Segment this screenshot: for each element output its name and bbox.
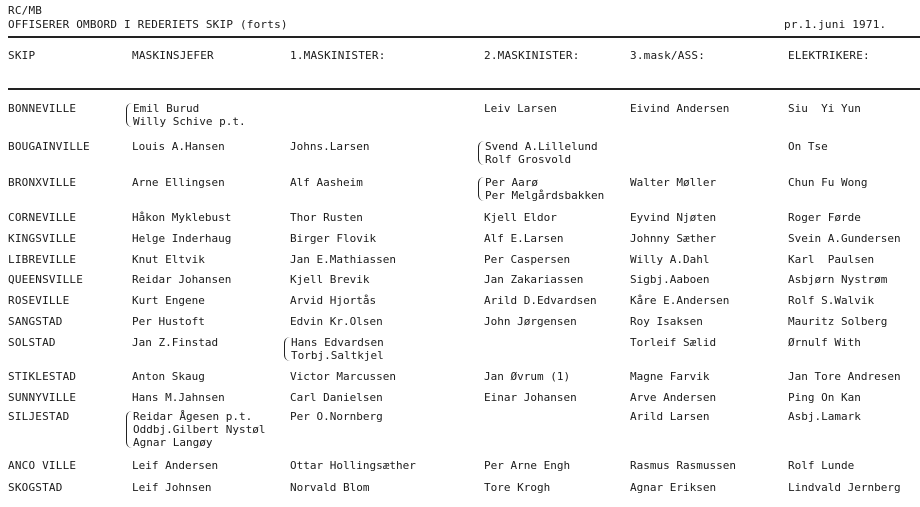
third-name: Walter Møller (630, 176, 717, 189)
elec-name: Rolf S.Walvik (788, 294, 875, 307)
second-name: Kjell Eldor (484, 211, 557, 224)
elec-name: Rolf Lunde (788, 459, 855, 472)
second-name: Per Aarø (485, 176, 538, 189)
first-name: Ottar Hollingsæther (290, 459, 416, 472)
first-name: Jan E.Mathiassen (290, 253, 396, 266)
chief-name: Jan Z.Finstad (132, 336, 219, 349)
top-rule (8, 36, 920, 38)
chief-name: Anton Skaug (132, 370, 205, 383)
brace-mark (126, 411, 132, 448)
elec-name: Jan Tore Andresen (788, 370, 901, 383)
third-name: Kåre E.Andersen (630, 294, 730, 307)
third-name: Johnny Sæther (630, 232, 717, 245)
third-name: Arild Larsen (630, 410, 710, 423)
chief-name: Willy Schive p.t. (133, 115, 246, 128)
elec-name: Mauritz Solberg (788, 315, 888, 328)
third-name: Roy Isaksen (630, 315, 703, 328)
third-name: Magne Farvik (630, 370, 710, 383)
ship-name: SILJESTAD (8, 410, 70, 423)
third-name: Sigbj.Aaboen (630, 273, 710, 286)
ship-name: KINGSVILLE (8, 232, 77, 245)
chief-name: Arne Ellingsen (132, 176, 225, 189)
chief-name: Per Hustoft (132, 315, 205, 328)
ship-name: SKOGSTAD (8, 481, 63, 494)
second-name: Per Melgårdsbakken (485, 189, 605, 202)
third-name: Willy A.Dahl (630, 253, 710, 266)
column-header-chief-engineers: MASKINSJEFER (132, 49, 214, 62)
chief-name: Agnar Langøy (133, 436, 213, 449)
second-name: Rolf Grosvold (485, 153, 572, 166)
ship-name: SANGSTAD (8, 315, 63, 328)
ship-name: BOUGAINVILLE (8, 140, 90, 153)
brace-mark (284, 337, 290, 361)
second-name: Tore Krogh (484, 481, 551, 494)
first-name: Norvald Blom (290, 481, 370, 494)
third-name: Arve Andersen (630, 391, 717, 404)
elec-name: Lindvald Jernberg (788, 481, 901, 494)
second-name: John Jørgensen (484, 315, 577, 328)
second-name: Jan Zakariassen (484, 273, 584, 286)
ship-name: ROSEVILLE (8, 294, 70, 307)
chief-name: Oddbj.Gilbert Nystøl (133, 423, 266, 436)
column-header-ship: SKIP (8, 49, 36, 62)
brace-mark (478, 141, 484, 165)
chief-name: Leif Johnsen (132, 481, 212, 494)
second-name: Per Caspersen (484, 253, 571, 266)
chief-name: Reidar Johansen (132, 273, 232, 286)
ship-name: BONNEVILLE (8, 102, 77, 115)
first-name: Birger Flovik (290, 232, 377, 245)
first-name: Edvin Kr.Olsen (290, 315, 383, 328)
elec-name: On Tse (788, 140, 828, 153)
third-name: Eyvind Njøten (630, 211, 717, 224)
chief-name: Hans M.Jahnsen (132, 391, 225, 404)
chief-name: Helge Inderhaug (132, 232, 232, 245)
brace-mark (126, 103, 132, 127)
document-title: OFFISERER OMBORD I REDERIETS SKIP (forts) (8, 18, 288, 31)
chief-name: Reidar Ågesen p.t. (133, 410, 253, 423)
chief-name: Louis A.Hansen (132, 140, 225, 153)
first-name: Torbj.Saltkjel (291, 349, 384, 362)
document-reference: RC/MB (8, 4, 43, 17)
brace-mark (478, 177, 484, 201)
ship-name: BRONXVILLE (8, 176, 77, 189)
document-date: pr.1.juni 1971. (784, 18, 887, 31)
chief-name: Emil Burud (133, 102, 200, 115)
chief-name: Knut Eltvik (132, 253, 205, 266)
ship-name: ANCO VILLE (8, 459, 77, 472)
elec-name: Asbj.Lamark (788, 410, 861, 423)
third-name: Agnar Eriksen (630, 481, 717, 494)
elec-name: Asbjørn Nystrøm (788, 273, 888, 286)
ship-name: STIKLESTAD (8, 370, 77, 383)
first-name: Thor Rusten (290, 211, 363, 224)
third-name: Eivind Andersen (630, 102, 730, 115)
first-name: Hans Edvardsen (291, 336, 384, 349)
second-name: Leiv Larsen (484, 102, 557, 115)
second-name: Alf E.Larsen (484, 232, 564, 245)
third-name: Rasmus Rasmussen (630, 459, 736, 472)
column-header-first-engineers: 1.MASKINISTER: (290, 49, 386, 62)
column-header-electricians: ELEKTRIKERE: (788, 49, 870, 62)
elec-name: Ping On Kan (788, 391, 861, 404)
column-header-second-engineers: 2.MASKINISTER: (484, 49, 580, 62)
first-name: Per O.Nornberg (290, 410, 383, 423)
second-name: Jan Øvrum (1) (484, 370, 571, 383)
ship-name: LIBREVILLE (8, 253, 77, 266)
second-name: Svend A.Lillelund (485, 140, 598, 153)
elec-name: Svein A.Gundersen (788, 232, 901, 245)
first-name: Victor Marcussen (290, 370, 396, 383)
first-name: Carl Danielsen (290, 391, 383, 404)
chief-name: Håkon Myklebust (132, 211, 232, 224)
first-name: Arvid Hjortås (290, 294, 377, 307)
elec-name: Roger Førde (788, 211, 861, 224)
chief-name: Leif Andersen (132, 459, 219, 472)
second-name: Per Arne Engh (484, 459, 571, 472)
second-name: Arild D.Edvardsen (484, 294, 597, 307)
header-rule (8, 88, 920, 90)
first-name: Kjell Brevik (290, 273, 370, 286)
first-name: Alf Aasheim (290, 176, 363, 189)
second-name: Einar Johansen (484, 391, 577, 404)
column-header-third-engineers: 3.mask/ASS: (630, 49, 706, 62)
ship-name: SUNNYVILLE (8, 391, 77, 404)
third-name: Torleif Sælid (630, 336, 717, 349)
elec-name: Siu Yi Yun (788, 102, 861, 115)
ship-name: CORNEVILLE (8, 211, 77, 224)
first-name: Johns.Larsen (290, 140, 370, 153)
ship-name: QUEENSVILLE (8, 273, 84, 286)
chief-name: Kurt Engene (132, 294, 205, 307)
elec-name: Ørnulf With (788, 336, 861, 349)
elec-name: Chun Fu Wong (788, 176, 868, 189)
elec-name: Karl Paulsen (788, 253, 875, 266)
ship-name: SOLSTAD (8, 336, 56, 349)
